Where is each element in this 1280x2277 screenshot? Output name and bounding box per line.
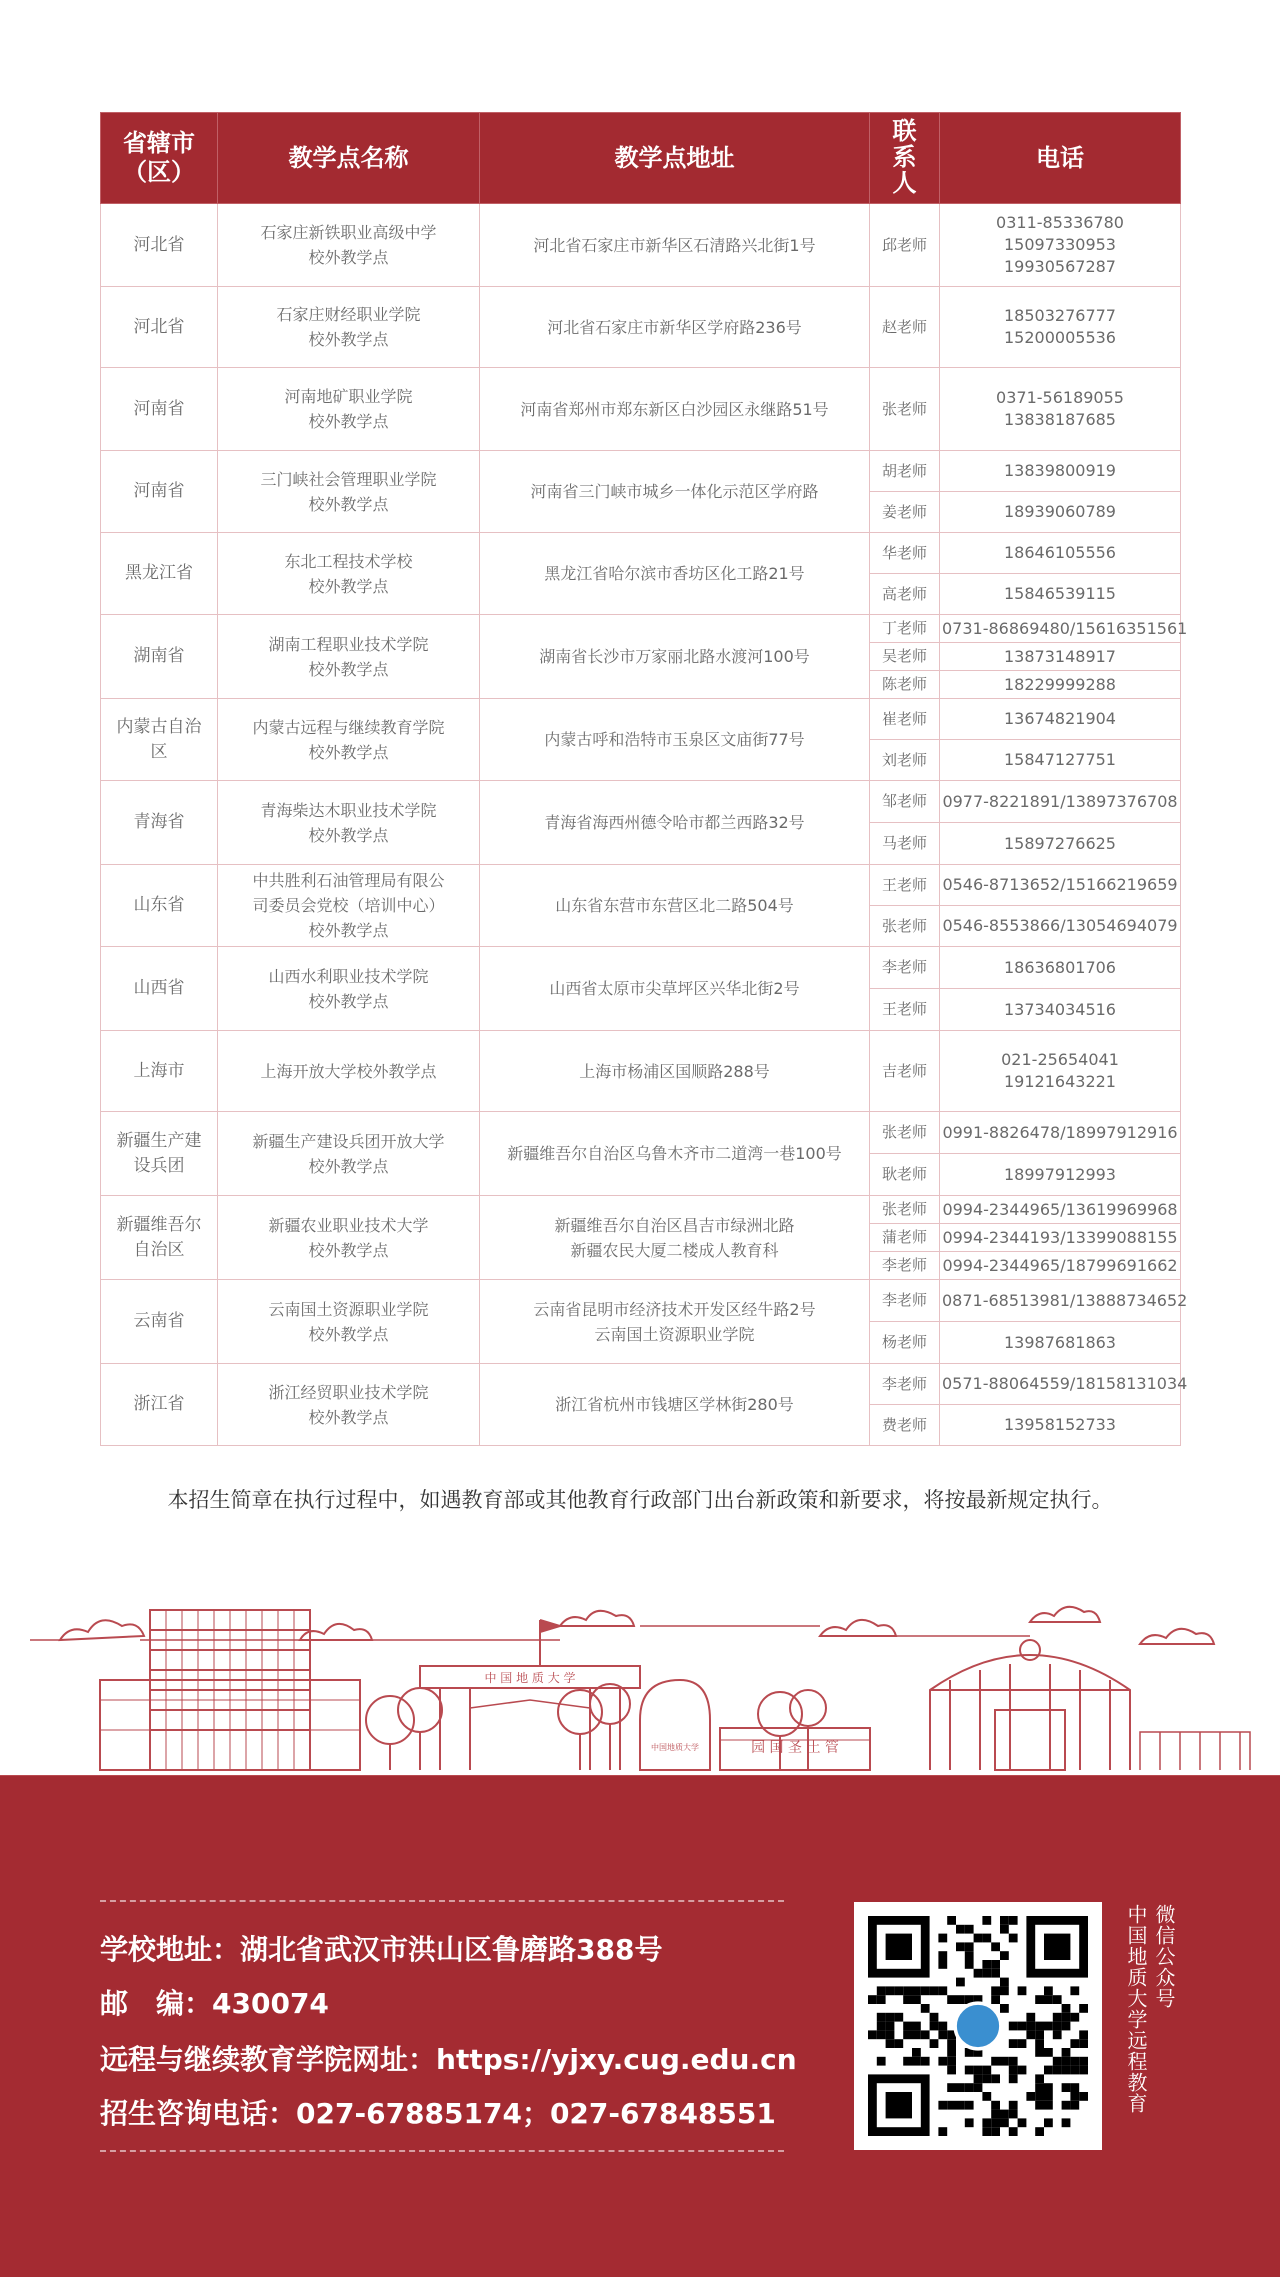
phone-number: 19121643221 (1004, 1072, 1116, 1091)
postcode-label: 邮 编： (100, 1987, 213, 2020)
cell-contact: 费老师 (870, 1405, 940, 1446)
cell-contact: 马老师 (870, 823, 940, 865)
school-name-line: 石家庄财经职业学院 (276, 305, 421, 324)
cell-province: 湖南省 (101, 615, 218, 699)
cloud (1030, 1607, 1100, 1622)
phone-number: 18939060789 (1004, 502, 1116, 521)
cell-contact: 邹老师 (870, 781, 940, 823)
phone-number: 0546-8553866/13054694079 (942, 916, 1178, 935)
cell-school-name (218, 1112, 480, 1196)
address-line: 上海市杨浦区国顺路288号 (579, 1061, 770, 1081)
cell-province: 上海市 (101, 1031, 218, 1112)
cell-contact: 华老师 (870, 533, 940, 574)
gate-sign-text: 中 国 地 质 大 学 (484, 1671, 576, 1685)
phone-number: 13987681863 (1004, 1332, 1116, 1352)
cell-contact: 张老师 (870, 1196, 940, 1224)
wechat-account-name: 中国地质大学远程教育 (1124, 1904, 1148, 2114)
cell-province: 云南省 (101, 1280, 218, 1364)
cell-phone (940, 1224, 1181, 1252)
cell-school-name (218, 615, 480, 699)
phone-number: 0546-8713652/15166219659 (942, 875, 1178, 894)
school-name-line: 新疆农业职业技术大学 (268, 1215, 429, 1235)
cell-contact: 吉老师 (870, 1031, 940, 1112)
school-name-line: 湖南工程职业技术学院 (268, 634, 429, 654)
cloud (60, 1620, 144, 1640)
school-name-line: 司委员会党校（培训中心） (252, 896, 445, 915)
cloud (1140, 1629, 1214, 1644)
school-name-line: 新疆生产建设兵团开放大学 (252, 1131, 445, 1151)
school-name-line: 山西水利职业技术学院 (268, 966, 429, 986)
wall-sign-text: 园 国 圣 土 管 (751, 1740, 839, 1756)
cell-contact: 刘老师 (870, 740, 940, 781)
cell-contact: 张老师 (870, 368, 940, 451)
phone-number: 13674821904 (1004, 709, 1116, 728)
divider-bottom (100, 2150, 784, 2152)
table-row (101, 1196, 1181, 1224)
phone-number: 0977-8221891/13897376708 (942, 791, 1178, 811)
phone-number: 0731-86869480/15616351561 (942, 618, 1188, 638)
header-contact: 联系人 (870, 113, 940, 204)
cell-contact: 高老师 (870, 574, 940, 615)
cell-phone (940, 823, 1181, 865)
school-name-line: 校外教学点 (308, 991, 389, 1011)
cell-phone (940, 643, 1181, 671)
footer-contact-panel (0, 1776, 1280, 2277)
cell-phone (940, 947, 1181, 989)
cell-province: 新疆维吾尔自治区 (101, 1196, 218, 1280)
cell-contact: 邱老师 (870, 204, 940, 287)
cell-phone (940, 533, 1181, 574)
address-line: 黑龙江省哈尔滨市香坊区化工路21号 (544, 564, 805, 583)
cell-school-name (218, 1280, 480, 1364)
school-name-line: 校外教学点 (308, 1156, 389, 1176)
cell-address (480, 865, 870, 947)
table-row (101, 699, 1181, 740)
cell-school-name (218, 781, 480, 865)
teaching-points-table (100, 112, 1188, 1446)
table-row (101, 204, 1181, 287)
cell-address (480, 1196, 870, 1280)
cell-address (480, 533, 870, 615)
header-phone: 电话 (940, 113, 1181, 204)
address-line: 湖南省长沙市万家丽北路水渡河100号 (539, 647, 810, 666)
hotline-line (100, 2092, 776, 2132)
hotline-label: 招生咨询电话： (100, 2097, 297, 2130)
cell-phone (940, 287, 1181, 368)
cell-contact: 胡老师 (870, 451, 940, 492)
phone-number: 0994-2344193/13399088155 (942, 1227, 1178, 1247)
table-row (101, 368, 1181, 451)
cell-contact: 吴老师 (870, 643, 940, 671)
divider-top (100, 1900, 784, 1902)
cell-school-name (218, 287, 480, 368)
cell-phone (940, 781, 1181, 823)
policy-notice: 本招生简章在执行过程中，如遇教育部或其他教育行政部门出台新政策和新要求，将按最新规定执行。 (167, 1488, 1113, 1512)
hotline-numbers: 027-67885174；027-67848551 (296, 2097, 776, 2130)
cell-phone (940, 1154, 1181, 1196)
cell-school-name (218, 368, 480, 451)
qr-code-image (868, 1916, 1088, 2136)
phone-number: 19930567287 (1004, 257, 1116, 276)
cell-province: 河北省 (101, 287, 218, 368)
cell-address (480, 699, 870, 781)
cell-contact: 李老师 (870, 1364, 940, 1405)
cell-contact: 李老师 (870, 947, 940, 989)
table-row (101, 1031, 1181, 1112)
phone-number: 15847127751 (1004, 750, 1116, 769)
school-name-line: 上海开放大学校外教学点 (260, 1061, 437, 1081)
cloud (560, 1611, 634, 1626)
cell-phone (940, 1405, 1181, 1446)
cell-address (480, 781, 870, 865)
phone-number: 13873148917 (1004, 646, 1116, 666)
phone-number: 0994-2344965/18799691662 (942, 1255, 1178, 1275)
school-name-line: 东北工程技术学校 (284, 551, 413, 571)
table-row (101, 781, 1181, 823)
school-name-line: 河南地矿职业学院 (284, 387, 413, 406)
cell-contact: 姜老师 (870, 492, 940, 533)
phone-number: 15897276625 (1004, 833, 1116, 853)
cell-phone (940, 699, 1181, 740)
cell-school-name (218, 1196, 480, 1280)
school-name-line: 浙江经贸职业技术学院 (268, 1382, 429, 1402)
table-header-row (101, 113, 1181, 204)
table-row (101, 615, 1181, 643)
cell-address (480, 615, 870, 699)
cell-school-name (218, 1364, 480, 1446)
phone-number: 0871-68513981/13888734652 (942, 1290, 1188, 1310)
school-name-line: 校外教学点 (308, 330, 389, 349)
cell-school-name (218, 865, 480, 947)
phone-number: 18636801706 (1004, 957, 1116, 977)
school-name-line: 内蒙古远程与继续教育学院 (252, 717, 445, 737)
cell-school-name (218, 947, 480, 1031)
cell-school-name (218, 204, 480, 287)
school-name-line: 青海柴达木职业技术学院 (260, 800, 437, 820)
address-line: 内蒙古呼和浩特市玉泉区文庙街77号 (544, 730, 805, 749)
cell-phone (940, 204, 1181, 287)
school-name-line: 校外教学点 (308, 1240, 389, 1260)
address-line: 河南省郑州市郑东新区白沙园区永继路51号 (520, 399, 829, 419)
table-row (101, 947, 1181, 989)
address-line: 河北省石家庄市新华区学府路236号 (547, 317, 802, 337)
school-name-line: 校外教学点 (308, 1324, 389, 1344)
school-name-line: 校外教学点 (308, 825, 389, 845)
wechat-qr-code (854, 1902, 1102, 2150)
stone-sign-text: 中国地质大学 (651, 1743, 699, 1752)
wechat-label: 微信公众号 (1152, 1904, 1176, 2009)
school-name-line: 校外教学点 (308, 742, 389, 762)
table-row (101, 1112, 1181, 1154)
cell-phone (940, 368, 1181, 451)
address-line: 云南国土资源职业学院 (594, 1324, 755, 1344)
school-name-line: 校外教学点 (308, 1407, 389, 1427)
cell-phone (940, 1252, 1181, 1280)
address-line: 山东省东营市东营区北二路504号 (555, 896, 794, 915)
phone-number: 0311-85336780 (996, 213, 1124, 232)
address-line: 新疆维吾尔自治区乌鲁木齐市二道湾一巷100号 (507, 1144, 842, 1163)
cell-address (480, 1280, 870, 1364)
cell-phone (940, 574, 1181, 615)
school-name-line: 石家庄新铁职业高级中学 (260, 223, 437, 242)
cell-contact: 李老师 (870, 1280, 940, 1322)
cell-province: 内蒙古自治区 (101, 699, 218, 781)
cell-phone (940, 1364, 1188, 1405)
table-row (101, 451, 1181, 492)
phone-number: 13734034516 (1004, 999, 1116, 1019)
cell-contact: 杨老师 (870, 1322, 940, 1364)
phone-number: 0371-56189055 (996, 388, 1124, 407)
cell-phone (940, 740, 1181, 781)
cell-province: 山西省 (101, 947, 218, 1031)
address-line: 新疆农民大厦二楼成人教育科 (570, 1240, 779, 1260)
table-row (101, 287, 1181, 368)
address-line: 新疆维吾尔自治区昌吉市绿洲北路 (554, 1215, 795, 1235)
phone-number: 13958152733 (1004, 1415, 1116, 1434)
cell-address (480, 1364, 870, 1446)
cell-phone (940, 451, 1181, 492)
cell-phone (940, 492, 1181, 533)
website-link[interactable]: https://yjxy.cug.edu.cn (436, 2043, 797, 2076)
school-name-line: 校外教学点 (308, 248, 389, 267)
school-name-line: 校外教学点 (308, 576, 389, 596)
cell-contact: 王老师 (870, 989, 940, 1031)
cell-address (480, 451, 870, 533)
header-address: 教学点地址 (480, 113, 870, 204)
address-line: 山西省太原市尖草坪区兴华北街2号 (549, 979, 800, 998)
cell-phone (940, 1031, 1181, 1112)
phone-number: 18646105556 (1004, 543, 1116, 562)
cell-school-name (218, 533, 480, 615)
phone-number: 13839800919 (1004, 461, 1116, 480)
cell-phone (940, 865, 1181, 906)
phone-number: 0994-2344965/13619969968 (942, 1199, 1178, 1219)
table-row (101, 1280, 1181, 1322)
cell-phone (940, 1196, 1181, 1224)
header-province: 省辖市（区） (101, 113, 218, 204)
address-line: 云南省昆明市经济技术开发区经牛路2号 (533, 1299, 816, 1319)
cell-address (480, 1112, 870, 1196)
cell-province: 河南省 (101, 368, 218, 451)
phone-number: 15097330953 (1004, 235, 1116, 254)
table-row (101, 1364, 1181, 1405)
cell-address (480, 947, 870, 1031)
cell-contact: 崔老师 (870, 699, 940, 740)
cell-address (480, 1031, 870, 1112)
phone-number: 18229999288 (1004, 674, 1116, 694)
cell-contact: 耿老师 (870, 1154, 940, 1196)
website-label: 远程与继续教育学院网址： (100, 2043, 437, 2076)
school-name-line: 云南国土资源职业学院 (268, 1299, 429, 1319)
phone-number: 0571-88064559/18158131034 (942, 1374, 1188, 1393)
cell-province: 浙江省 (101, 1364, 218, 1446)
address-line: 河南省三门峡市城乡一体化示范区学府路 (530, 482, 819, 501)
header-name: 教学点名称 (218, 113, 480, 204)
address-line: 浙江省杭州市钱塘区学林街280号 (555, 1395, 794, 1414)
school-name-line: 三门峡社会管理职业学院 (260, 469, 437, 489)
phone-number: 15846539115 (1004, 584, 1116, 603)
address-line: 河北省石家庄市新华区石清路兴北街1号 (533, 235, 816, 255)
cloud (820, 1620, 896, 1636)
cell-contact: 赵老师 (870, 287, 940, 368)
cell-province: 河南省 (101, 451, 218, 533)
table-body (101, 204, 1188, 1446)
cell-phone (940, 1322, 1181, 1364)
table-row (101, 533, 1181, 574)
phone-number: 021-25654041 (1001, 1050, 1119, 1069)
dome-building (930, 1655, 1130, 1770)
postcode-value: 430074 (212, 1987, 329, 2020)
cell-address (480, 204, 870, 287)
cell-phone (940, 615, 1188, 643)
phone-number: 18503276777 (1004, 306, 1116, 325)
school-address: 学校地址：湖北省武汉市洪山区鲁磨路388号 (100, 1933, 663, 1966)
cell-province: 河北省 (101, 204, 218, 287)
cell-school-name (218, 1031, 480, 1112)
cell-contact: 张老师 (870, 906, 940, 947)
school-name-line: 校外教学点 (308, 659, 389, 679)
cell-contact: 蒲老师 (870, 1224, 940, 1252)
cell-contact: 陈老师 (870, 671, 940, 699)
phone-number: 18997912993 (1004, 1164, 1116, 1184)
cell-phone (940, 906, 1181, 947)
cell-phone (940, 989, 1181, 1031)
cell-contact: 李老师 (870, 1252, 940, 1280)
cell-province: 青海省 (101, 781, 218, 865)
cell-phone (940, 1280, 1188, 1322)
cell-province: 山东省 (101, 865, 218, 947)
website-line (100, 2038, 797, 2078)
campus-skyline-illustration (0, 1600, 1280, 1778)
address-line: 青海省海西州德令哈市都兰西路32号 (544, 813, 805, 832)
school-name-line: 校外教学点 (308, 494, 389, 514)
phone-number: 13838187685 (1004, 410, 1116, 429)
cell-contact: 王老师 (870, 865, 940, 906)
qr-center-logo-icon (955, 2003, 1001, 2049)
school-name-line: 校外教学点 (308, 921, 389, 940)
cell-province: 新疆生产建设兵团 (101, 1112, 218, 1196)
postcode-line (100, 1982, 329, 2022)
cell-phone (940, 671, 1181, 699)
cell-address (480, 368, 870, 451)
phone-number: 0991-8826478/18997912916 (942, 1122, 1178, 1142)
cell-phone (940, 1112, 1181, 1154)
cell-contact: 张老师 (870, 1112, 940, 1154)
cell-address (480, 287, 870, 368)
school-name-line: 校外教学点 (308, 412, 389, 431)
table-row (101, 865, 1181, 906)
cell-contact: 丁老师 (870, 615, 940, 643)
cell-school-name (218, 451, 480, 533)
cell-province: 黑龙江省 (101, 533, 218, 615)
cell-school-name (218, 699, 480, 781)
phone-number: 15200005536 (1004, 328, 1116, 347)
school-name-line: 中共胜利石油管理局有限公 (252, 871, 445, 890)
